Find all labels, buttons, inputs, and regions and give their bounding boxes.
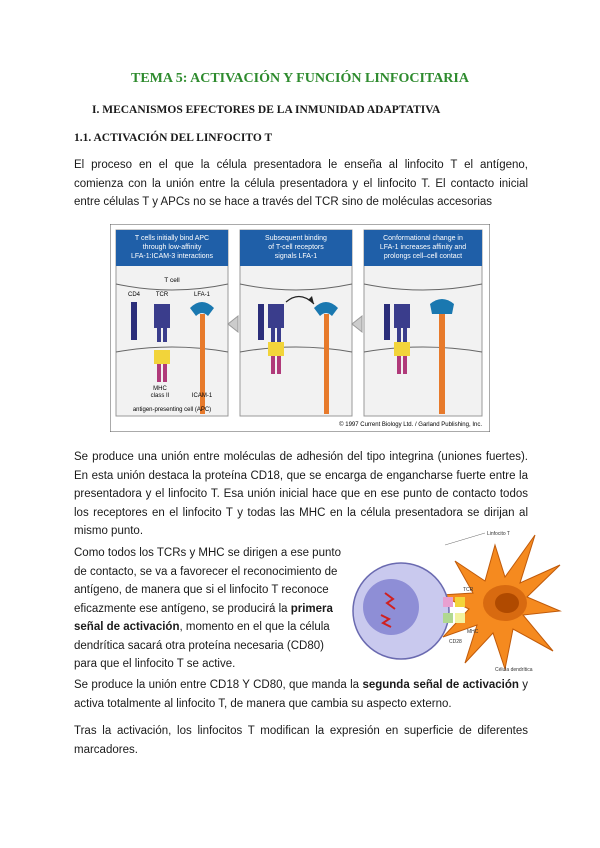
fig2-label-3: MHC — [467, 629, 479, 635]
panel1-caption-l2: through low-affinity — [142, 244, 202, 251]
panel1-caption-l3: LFA-1:ICAM-3 interactions — [130, 253, 214, 260]
fig2-label-2: TCR — [463, 587, 474, 593]
subsection-heading: 1.1. ACTIVACIÓN DEL LINFOCITO T — [74, 132, 273, 144]
cd4-label: CD4 — [127, 292, 141, 298]
panel3-caption-l2: LFA-1 increases affinity and — [379, 244, 467, 251]
panel-3 — [364, 230, 482, 416]
page-title: TEMA 5: ACTIVACIÓN Y FUNCIÓN LINFOCITARIA — [131, 71, 469, 86]
panel-1 — [116, 230, 228, 416]
tcell-activation-figure — [110, 224, 490, 432]
panel2-caption-l1: Subsequent binding — [265, 235, 327, 242]
tcell-label: T cell — [164, 277, 180, 284]
paragraph-4: Se produce la unión entre CD18 Y CD80, que manda la segunda señal de activación y activa totalmente al linfocito T, de manera que cambia su aspecto externo. — [74, 679, 529, 710]
icam-label: ICAM-1 — [191, 393, 213, 399]
panel3-caption-l3: prolongs cell–cell contact — [383, 253, 463, 260]
panel1-caption-l1: T cells initially bind APC — [134, 235, 210, 242]
fig2-label-5: Célula dendrítica — [495, 667, 533, 673]
figure-copyright: © 1997 Current Biology Ltd. / Garland Publishing, Inc. — [339, 422, 482, 428]
fig2-label-1: Linfocito T — [487, 531, 510, 537]
mhc-label: MHC — [153, 386, 167, 392]
t-lymphocyte — [353, 563, 449, 659]
panel-2 — [240, 230, 352, 416]
tcr-label: TCR — [155, 292, 169, 298]
paragraph-3: Como todos los TCRs y MHC se dirigen a ese punto de contacto, se va a favorecer el reconocimiento de antígeno, de manera que si el linfocito T reconoce eficazmente ese antígeno, se producirá la primera señal de activación, momento en el que la célula dendrítica sacará otra proteína necesaria (CD80) para que el linfocito T se active. — [74, 547, 341, 670]
lfa1-label: LFA-1 — [193, 292, 211, 298]
paragraph-2: Se produce una unión entre moléculas de adhesión del tipo integrina (uniones fuertes). En esta unión destaca la proteína CD18, que se encarga de engancharse fuerte entre la presentadora y el linfocito T. Esa unión inicial hace que en ese punto de contacto todos los receptores en el linfocito T y todas las MHC en la célula presentadora se dirijan al mismo punto. — [74, 451, 528, 537]
section-heading: I. MECANISMOS EFECTORES DE LA INMUNIDAD ADAPTATIVA — [92, 104, 441, 116]
paragraph-1: El proceso en el que la célula presentadora le enseña al linfocito T el antígeno, comienza con la unión entre la célula presentadora y el linfocito T. El contacto inicial entre células T y APCs no se hace a través del TCR sino de moléculas accesorias — [74, 159, 528, 208]
fig2-label-4: CD28 — [449, 639, 462, 645]
panel3-caption-l1: Conformational change in — [383, 235, 463, 242]
mhc-class-label: class II — [150, 393, 170, 399]
apc-label: antigen-presenting cell (APC) — [132, 407, 212, 413]
panel2-caption-l2: of T-cell receptors — [268, 244, 324, 251]
dendritic-cell-figure — [345, 525, 563, 673]
panel2-caption-l3: signals LFA-1 — [274, 253, 318, 260]
paragraph-5: Tras la activación, los linfocitos T modifican la expresión en superficie de diferentes marcadores. — [74, 725, 528, 756]
